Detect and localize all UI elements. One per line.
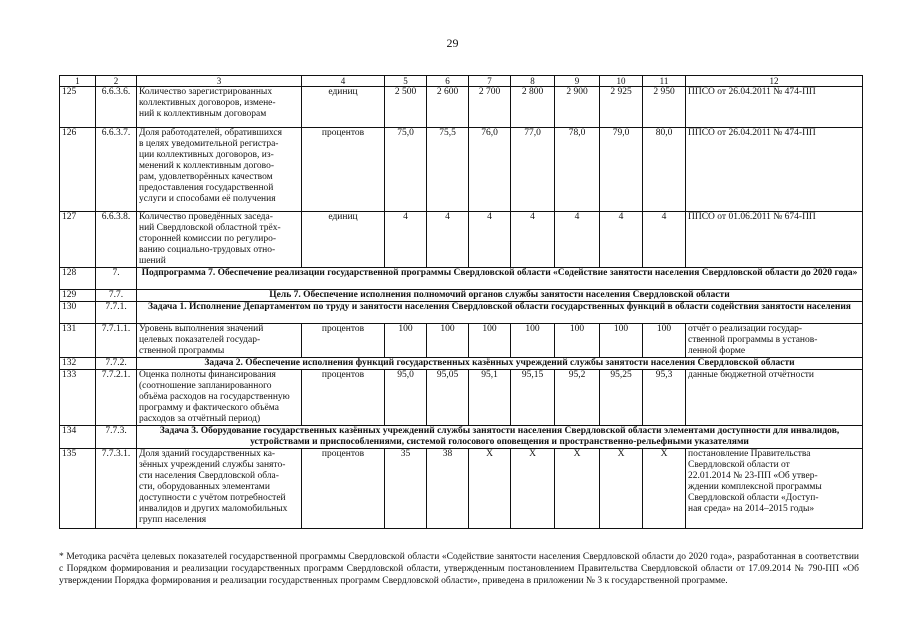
row-number-cell: 134 — [60, 426, 96, 449]
row-number-cell: 130 — [60, 302, 96, 324]
header-cell: 2 — [96, 76, 137, 87]
value-cell: 4 — [427, 212, 469, 268]
indicators-table — [59, 75, 863, 529]
value-cell: 100 — [427, 324, 469, 358]
row-number-cell: 129 — [60, 290, 96, 302]
row-code-cell: 7.7.2.1. — [96, 370, 137, 426]
source-cell: отчёт о реализации государ- ственной программы в установ- ленной форме — [686, 324, 863, 358]
row-code-cell: 7. — [96, 268, 137, 290]
source-cell: данные бюджетной отчётности — [686, 370, 863, 426]
value-cell: 100 — [385, 324, 427, 358]
value-cell: 2 700 — [469, 87, 511, 128]
value-cell: X — [511, 449, 555, 529]
value-cell: 100 — [555, 324, 600, 358]
row-code-cell: 6.6.3.6. — [96, 87, 137, 128]
value-cell: 35 — [385, 449, 427, 529]
row-number-cell: 127 — [60, 212, 96, 268]
header-cell: 5 — [385, 76, 427, 87]
value-cell: 95,05 — [427, 370, 469, 426]
value-cell: 2 925 — [600, 87, 643, 128]
row-number-cell: 126 — [60, 128, 96, 212]
header-cell: 6 — [427, 76, 469, 87]
row-code-cell: 7.7.1.1. — [96, 324, 137, 358]
table-row — [60, 290, 863, 302]
source-cell: ППСО от 26.04.2011 № 474-ПП — [686, 87, 863, 128]
table-row — [60, 212, 863, 268]
section-heading-cell: Задача 2. Обеспечение исполнения функций государственных казённых учреждений службы занятости населения Свердловской области — [137, 358, 863, 370]
value-cell: 95,15 — [511, 370, 555, 426]
value-cell: 95,1 — [469, 370, 511, 426]
value-cell: 100 — [511, 324, 555, 358]
table-row — [60, 370, 863, 426]
table-row — [60, 302, 863, 324]
indicator-name-cell: Доля зданий государственных ка- зённых учреждений службы занято- сти населения Свердловской обла- сти, оборудованных элементами доступности с учётом потребностей инвалидов и других маломобильных групп населения — [137, 449, 302, 529]
unit-cell: процентов — [302, 449, 385, 529]
value-cell: 4 — [555, 212, 600, 268]
header-cell: 4 — [302, 76, 385, 87]
row-number-cell: 125 — [60, 87, 96, 128]
value-cell: 95,25 — [600, 370, 643, 426]
unit-cell: единиц — [302, 212, 385, 268]
value-cell: 4 — [385, 212, 427, 268]
row-code-cell: 7.7.2. — [96, 358, 137, 370]
row-number-cell: 131 — [60, 324, 96, 358]
table-row — [60, 449, 863, 529]
table-row — [60, 128, 863, 212]
header-cell: 10 — [600, 76, 643, 87]
value-cell: X — [600, 449, 643, 529]
footnote: * Методика расчёта целевых показателей государственной программы Свердловской области «Содействие занятости населения Свердловской области до 2020 года», разработанная в соответствии с Порядком формирования и реализации государственных программ Свердловской области, утвержденным постановлением Правительства Свердловской области от 17.09.2014 № 790-ПП «Об утверждении Порядка формирования и реализации государственных программ Свердловской области», приведена в приложении № 3 к государственной программе. — [59, 552, 859, 586]
value-cell: 100 — [600, 324, 643, 358]
unit-cell: единиц — [302, 87, 385, 128]
value-cell: 100 — [469, 324, 511, 358]
section-heading-cell: Задача 3. Оборудование государственных казённых учреждений службы занятости населения Свердловской области элементами доступности для инвалидов, устройствами и приспособлениями, системой голосового оповещения и пространственно-рельефными указателями — [137, 426, 863, 449]
row-code-cell: 7.7.1. — [96, 302, 137, 324]
section-heading-cell: Задача 1. Исполнение Департаментом по труду и занятости населения Свердловской области государственных функций в области содействия занятости населения — [137, 302, 863, 324]
indicator-name-cell: Количество зарегистрированных коллективных договоров, измене- ний к коллективным договорам — [137, 87, 302, 128]
value-cell: 78,0 — [555, 128, 600, 212]
header-cell: 1 — [60, 76, 96, 87]
source-cell: ППСО от 26.04.2011 № 474-ПП — [686, 128, 863, 212]
row-number-cell: 128 — [60, 268, 96, 290]
value-cell: 4 — [600, 212, 643, 268]
indicator-name-cell: Уровень выполнения значений целевых показателей государ- ственной программы — [137, 324, 302, 358]
table-row — [60, 324, 863, 358]
value-cell: 38 — [427, 449, 469, 529]
value-cell: 95,2 — [555, 370, 600, 426]
value-cell: 2 500 — [385, 87, 427, 128]
header-cell: 9 — [555, 76, 600, 87]
table-row — [60, 426, 863, 449]
unit-cell: процентов — [302, 128, 385, 212]
section-heading-cell: Цель 7. Обеспечение исполнения полномочий органов службы занятости населения Свердловской области — [137, 290, 863, 302]
value-cell: 4 — [469, 212, 511, 268]
indicator-name-cell: Оценка полноты финансирования (соотношение запланированного объёма расходов на государственную программу и фактического объёма расходов за отчётный период) — [137, 370, 302, 426]
value-cell: 75,0 — [385, 128, 427, 212]
row-code-cell: 6.6.3.7. — [96, 128, 137, 212]
value-cell: X — [555, 449, 600, 529]
value-cell: 95,0 — [385, 370, 427, 426]
value-cell: 2 950 — [643, 87, 686, 128]
row-code-cell: 7.7.3.1. — [96, 449, 137, 529]
indicator-name-cell: Доля работодателей, обратившихся в целях уведомительной регистра- ции коллективных договоров, из- менений к коллективным догово- рам, удовлетворённых качеством предоставления государственной услуги и способами её получения — [137, 128, 302, 212]
value-cell: 4 — [511, 212, 555, 268]
header-cell: 3 — [137, 76, 302, 87]
page-number: 29 — [446, 36, 459, 50]
value-cell: X — [469, 449, 511, 529]
value-cell: 75,5 — [427, 128, 469, 212]
table-row — [60, 358, 863, 370]
table-row — [60, 87, 863, 128]
unit-cell: процентов — [302, 324, 385, 358]
value-cell: 2 800 — [511, 87, 555, 128]
value-cell: X — [643, 449, 686, 529]
header-cell: 7 — [469, 76, 511, 87]
row-number-cell: 135 — [60, 449, 96, 529]
source-cell: постановление Правительства Свердловской области от 22.01.2014 № 23-ПП «Об утвер- ждении комплексной программы Свердловской области «Доступ- ная среда» на 2014–2015 годы» — [686, 449, 863, 529]
row-code-cell: 7.7.3. — [96, 426, 137, 449]
value-cell: 80,0 — [643, 128, 686, 212]
table-row — [60, 268, 863, 290]
header-cell: 11 — [643, 76, 686, 87]
section-heading-cell: Подпрограмма 7. Обеспечение реализации государственной программы Свердловской области «Содействие занятости населения Свердловской области до 2020 года» — [137, 268, 863, 290]
value-cell: 79,0 — [600, 128, 643, 212]
header-cell: 8 — [511, 76, 555, 87]
header-cell: 12 — [686, 76, 863, 87]
value-cell: 2 600 — [427, 87, 469, 128]
value-cell: 77,0 — [511, 128, 555, 212]
source-cell: ППСО от 01.06.2011 № 674-ПП — [686, 212, 863, 268]
value-cell: 100 — [643, 324, 686, 358]
row-code-cell: 7.7. — [96, 290, 137, 302]
unit-cell: процентов — [302, 370, 385, 426]
value-cell: 2 900 — [555, 87, 600, 128]
header-row — [60, 76, 863, 87]
row-number-cell: 132 — [60, 358, 96, 370]
indicator-name-cell: Количество проведённых заседа- ний Свердловской областной трёх- сторонней комиссии по регулиро- ванию социально-трудовых отно- шений — [137, 212, 302, 268]
value-cell: 4 — [643, 212, 686, 268]
value-cell: 76,0 — [469, 128, 511, 212]
row-code-cell: 6.6.3.8. — [96, 212, 137, 268]
row-number-cell: 133 — [60, 370, 96, 426]
value-cell: 95,3 — [643, 370, 686, 426]
